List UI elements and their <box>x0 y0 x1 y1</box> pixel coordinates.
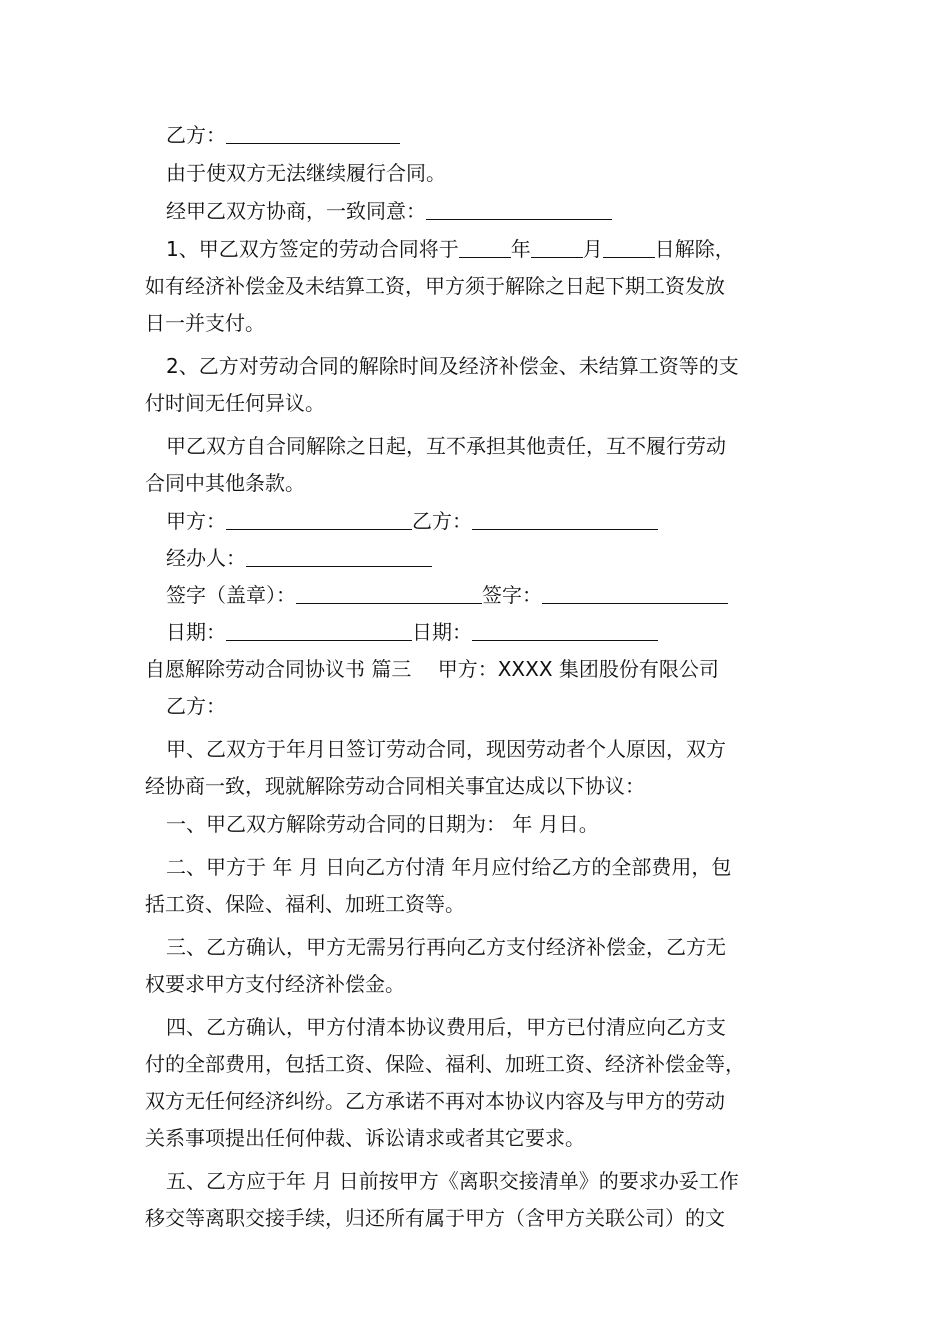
section-3-item-5-line-2 <box>145 1200 810 1237</box>
clause-2-text-b: 付时间无任何异议。 <box>145 391 325 415</box>
clause-1-day-blank <box>603 235 655 258</box>
signature-handler-blank <box>246 544 432 567</box>
section-3-title <box>145 651 810 688</box>
party-b-line <box>145 117 810 154</box>
clause-2-line-2 <box>145 385 810 422</box>
signature-handler-label: 经办人： <box>166 546 246 570</box>
section-3-item-3-line-1 <box>145 929 810 966</box>
clause-1-text-a: 1、甲乙双方签定的劳动合同将于 <box>166 237 459 261</box>
section-3-para-1-line-2 <box>145 768 810 805</box>
section-3-item-4-text-d: 关系事项提出任何仲裁、诉讼请求或者其它要求。 <box>145 1126 585 1150</box>
section-3-item-4-line-2 <box>145 1046 810 1083</box>
section-3-item-4-line-4 <box>145 1120 810 1157</box>
section-3-item-3-text-a: 三、乙方确认，甲方无需另行再向乙方支付经济补偿金，乙方无 <box>166 935 726 959</box>
section-3-party-b <box>145 688 810 725</box>
signature-date-a-blank <box>226 618 412 641</box>
signature-party-b-label: 乙方： <box>412 509 472 533</box>
section-3-item-4-text-a: 四、乙方确认，甲方付清本协议费用后，甲方已付清应向乙方支 <box>166 1015 726 1039</box>
clause-1-month-blank <box>531 235 583 258</box>
clause-2-text-a: 2、乙方对劳动合同的解除时间及经济补偿金、未结算工资等的支 <box>166 354 739 378</box>
signature-date-b-label: 日期： <box>412 620 472 644</box>
intro-line <box>145 155 810 192</box>
party-b-label: 乙方： <box>166 123 226 147</box>
section-3-item-4-text-b: 付的全部费用，包括工资、保险、福利、加班工资、经济补偿金等， <box>145 1052 745 1076</box>
signature-date-b-blank <box>472 618 658 641</box>
party-b-blank <box>226 121 400 144</box>
clause-3-text-a: 甲乙双方自合同解除之日起，互不承担其他责任，互不履行劳动 <box>166 434 726 458</box>
clause-1-year-blank <box>459 235 511 258</box>
section-3-item-2-text-b: 括工资、保险、福利、加班工资等。 <box>145 892 465 916</box>
section-3-item-2-text-a: 二、甲方于 年 月 日向乙方付清 年月应付给乙方的全部费用，包 <box>166 855 732 879</box>
section-3-item-2-line-2 <box>145 886 810 923</box>
section-3-para-1-text-b: 经协商一致，现就解除劳动合同相关事宜达成以下协议： <box>145 774 645 798</box>
section-3-item-1-text: 一、甲乙双方解除劳动合同的日期为： 年 月日。 <box>166 812 599 836</box>
clause-1-text-c: 日一并支付。 <box>145 311 265 335</box>
section-3-para-1-text-a: 甲、乙双方于年月日签订劳动合同，现因劳动者个人原因，双方 <box>166 737 726 761</box>
signature-handler-line <box>145 540 810 577</box>
section-3-item-4-line-1 <box>145 1009 810 1046</box>
agree-line <box>145 193 810 230</box>
section-3-item-2-line-1 <box>145 849 810 886</box>
signature-sign-blank <box>542 581 728 604</box>
section-3-item-4-text-c: 双方无任何经济纠纷。乙方承诺不再对本协议内容及与甲方的劳动 <box>145 1089 725 1113</box>
clause-1-line-1 <box>145 231 810 268</box>
signature-sign-line <box>145 577 810 614</box>
clause-1-line-2 <box>145 268 810 305</box>
clause-1-month: 月 <box>582 237 603 261</box>
section-3-para-1-line-1 <box>145 731 810 768</box>
section-3-item-5-text-a: 五、乙方应于年 月 日前按甲方《离职交接清单》的要求办妥工作 <box>166 1169 739 1193</box>
signature-party-a-label: 甲方： <box>166 509 226 533</box>
signature-date-a-label: 日期： <box>166 620 226 644</box>
section-3-item-3-text-b: 权要求甲方支付经济补偿金。 <box>145 972 405 996</box>
signature-sign-seal-blank <box>296 581 482 604</box>
signature-parties-line <box>145 503 810 540</box>
section-3-title-text: 自愿解除劳动合同协议书 篇三 甲方：XXXX 集团股份有限公司 <box>145 657 719 681</box>
clause-3-line-2 <box>145 465 810 502</box>
signature-party-a-blank <box>226 507 412 530</box>
clause-1-year: 年 <box>510 237 531 261</box>
document-body <box>145 117 810 1237</box>
section-3-item-5-text-b: 移交等离职交接手续，归还所有属于甲方（含甲方关联公司）的文 <box>145 1206 725 1230</box>
clause-1-text-b: 如有经济补偿金及未结算工资，甲方须于解除之日起下期工资发放 <box>145 274 725 298</box>
agree-text: 经甲乙双方协商，一致同意： <box>166 199 426 223</box>
clause-3-line-1 <box>145 428 810 465</box>
signature-sign-seal-label: 签字（盖章）： <box>166 583 296 607</box>
section-3-item-1 <box>145 806 810 843</box>
signature-date-line <box>145 614 810 651</box>
section-3-item-3-line-2 <box>145 966 810 1003</box>
clause-1-day: 日解除， <box>654 237 735 261</box>
section-3-party-b-label: 乙方： <box>166 694 226 718</box>
clause-2-line-1 <box>145 348 810 385</box>
clause-1-line-3 <box>145 305 810 342</box>
signature-party-b-blank <box>472 507 658 530</box>
intro-text: 由于使双方无法继续履行合同。 <box>166 161 446 185</box>
section-3-item-4-line-3 <box>145 1083 810 1120</box>
section-3-item-5-line-1 <box>145 1163 810 1200</box>
clause-3-text-b: 合同中其他条款。 <box>145 471 305 495</box>
signature-sign-label: 签字： <box>482 583 542 607</box>
agree-blank <box>426 197 612 220</box>
